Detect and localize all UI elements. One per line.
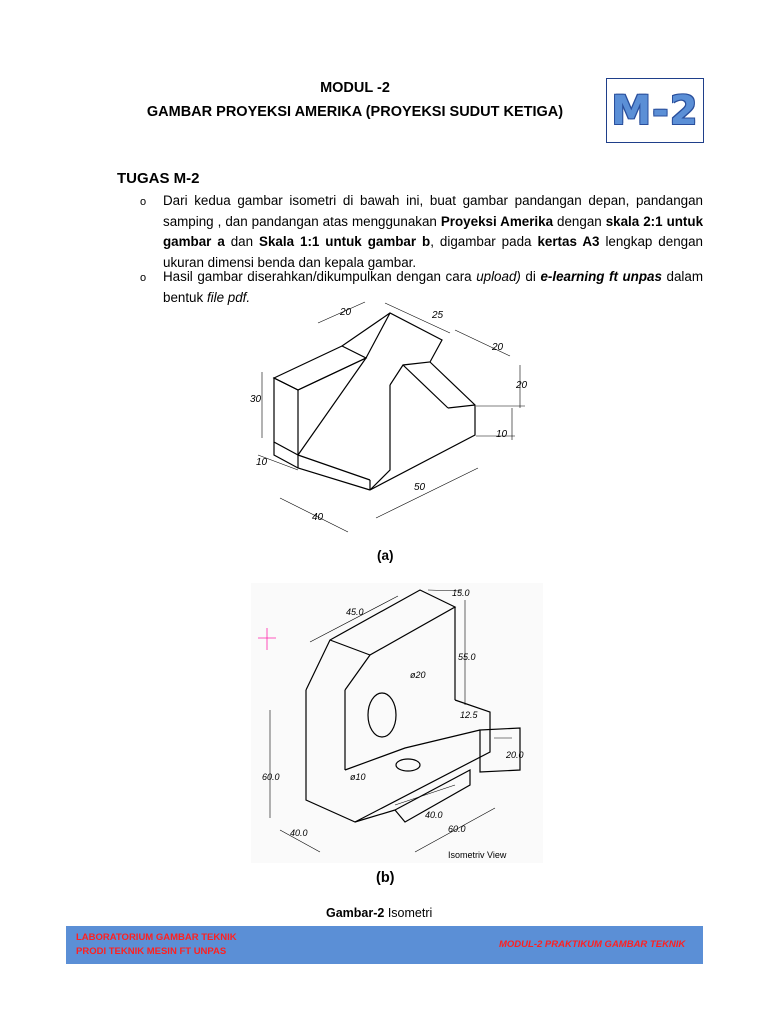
dim-b-60-base: 60.0 — [448, 824, 466, 834]
dim-b-45: 45.0 — [346, 607, 364, 617]
figure-caption-bold: Gambar-2 — [326, 906, 385, 920]
text-run-italic: upload) — [476, 269, 521, 284]
module-badge-label: M-2 — [611, 87, 699, 134]
dim-b-15: 15.0 — [452, 588, 470, 598]
text-run-italic: file pdf. — [206, 289, 251, 305]
text-run: Dari kedua gambar isometri di bawah ini, buat gambar pandangan depan, pandangan samping , dan pandangan atas menggunakan — [163, 193, 703, 229]
caption-b: (b) — [376, 870, 395, 886]
dim-a-10-right: 10 — [496, 429, 508, 440]
isometric-drawing-a — [240, 300, 540, 540]
dim-a-20-top: 20 — [340, 307, 352, 318]
text-run: dan — [224, 234, 260, 249]
dim-b-phi10: ø10 — [350, 772, 366, 782]
text-run: Hasil gambar diserahkan/dikumpulkan dengan cara — [163, 269, 477, 284]
footer-program: PRODI TEKNIK MESIN FT UNPAS — [76, 946, 227, 957]
module-subtitle: GAMBAR PROYEKSI AMERIKA (PROYEKSI SUDUT KETIGA) — [146, 104, 564, 120]
cursor-marker — [258, 628, 276, 650]
dim-a-20-right: 20 — [516, 380, 528, 391]
task-heading: TUGAS M-2 — [117, 170, 200, 187]
dim-a-10-left: 10 — [256, 457, 268, 468]
isometric-drawing-b — [251, 583, 543, 863]
footer-module: MODUL-2 PRAKTIKUM GAMBAR TEKNIK — [499, 939, 686, 950]
dim-b-40-slot: 40.0 — [425, 810, 443, 820]
dim-a-50: 50 — [414, 482, 426, 493]
text-run-bold: Skala 1:1 untuk gambar b — [259, 234, 431, 249]
task-bullet-1 — [163, 191, 703, 273]
dim-a-20-depth: 20 — [492, 342, 504, 353]
drawing-b-lines — [306, 590, 520, 822]
figure-caption-rest: Isometri — [384, 906, 433, 920]
text-run: dalam bentuk — [163, 269, 703, 305]
dim-b-12-5: 12.5 — [460, 710, 478, 720]
drawing-a-lines — [274, 313, 475, 490]
text-run-bold: kertas A3 — [537, 234, 600, 249]
dim-b-20: 20.0 — [506, 750, 524, 760]
footer-lab-name: LABORATORIUM GAMBAR TEKNIK — [76, 932, 237, 943]
dim-b-55: 55.0 — [458, 652, 476, 662]
text-run: di — [520, 269, 541, 284]
dim-b-40-base: 40.0 — [290, 828, 308, 838]
module-badge — [606, 78, 704, 143]
text-run-bold: Proyeksi Amerika — [440, 213, 554, 229]
isometric-view-label: Isometriv View — [448, 850, 507, 860]
bullet-marker: o — [140, 196, 147, 208]
module-title: MODUL -2 — [320, 80, 390, 96]
dim-a-40: 40 — [312, 512, 324, 523]
dim-a-25: 25 — [432, 310, 444, 321]
caption-a: (a) — [377, 548, 394, 563]
bullet-marker: o — [140, 272, 147, 284]
dim-b-phi20: ø20 — [410, 670, 426, 680]
dim-b-60-vertical: 60.0 — [262, 772, 280, 782]
text-run: , digambar pada — [430, 234, 538, 249]
footer-bar — [66, 926, 703, 964]
figure-caption — [326, 906, 432, 920]
text-run-bold: skala 2:1 untuk gambar a — [163, 213, 704, 249]
text-run: lengkap dengan ukuran dimensi benda dan kepala gambar. — [163, 234, 703, 270]
text-run: dengan — [553, 213, 606, 229]
text-run-bold-italic: e-learning ft unpas — [540, 269, 662, 284]
dim-a-30: 30 — [250, 394, 262, 405]
